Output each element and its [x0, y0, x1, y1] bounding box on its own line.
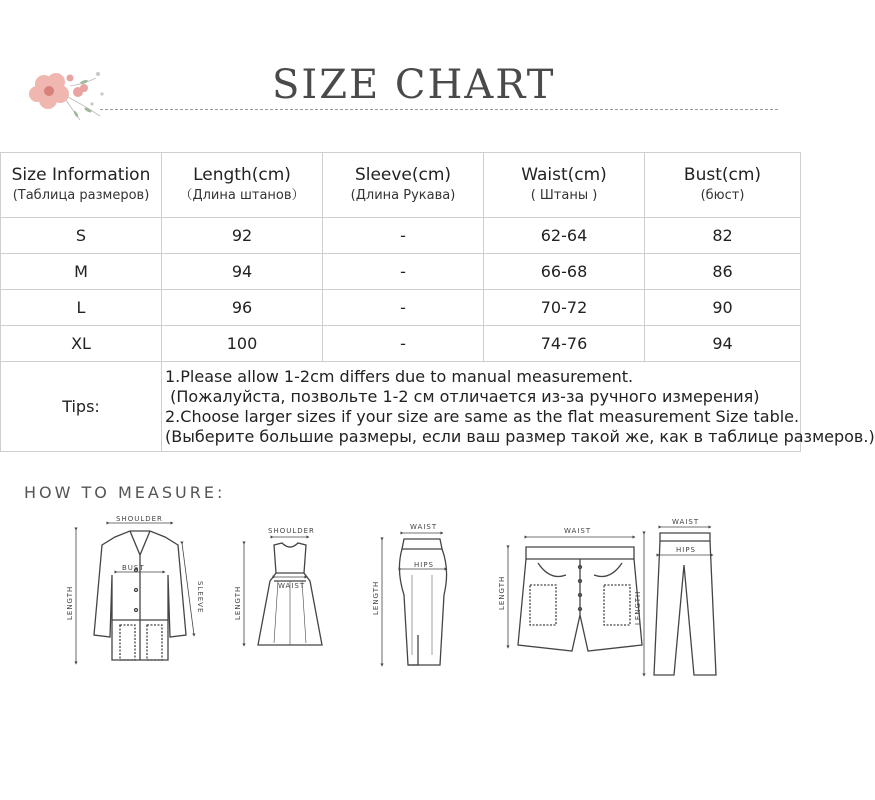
header-cell: Size Information (Таблица размеров) [1, 153, 162, 218]
table-row [1, 254, 801, 290]
bust-cell: 82 [645, 218, 801, 254]
size-table [0, 152, 875, 452]
length-label: LENGTH [498, 575, 506, 610]
sleeve-cell: - [323, 290, 484, 326]
waist-cell: 70-72 [484, 290, 645, 326]
waist-cell: 66-68 [484, 254, 645, 290]
size-cell: S [1, 218, 162, 254]
sleeve-cell: - [323, 254, 484, 290]
bust-cell: 90 [645, 290, 801, 326]
length-label: LENGTH [234, 585, 242, 620]
header-cell: Bust(cm) (бюст) [645, 153, 801, 218]
tips-row [1, 362, 801, 452]
hips-label: HIPS [414, 561, 434, 569]
table-row [1, 326, 801, 362]
header-cell: Length(cm) （Длина штанов） [162, 153, 323, 218]
shoulder-label: SHOULDER [116, 515, 163, 523]
waist-label: WAIST [564, 527, 592, 535]
sleeve-cell: - [323, 326, 484, 362]
measurement-illustrations [60, 515, 780, 695]
header [0, 0, 800, 140]
bust-cell: 94 [645, 326, 801, 362]
length-cell: 92 [162, 218, 323, 254]
length-cell: 94 [162, 254, 323, 290]
tips-text [162, 362, 875, 452]
jacket-icon [76, 523, 194, 663]
shorts-icon [508, 537, 642, 651]
bust-label: BUST [122, 564, 145, 572]
hips-label: HIPS [676, 546, 696, 554]
waist-cell: 62-64 [484, 218, 645, 254]
length-label: LENGTH [372, 580, 380, 615]
sleeve-cell: - [323, 218, 484, 254]
header-cell: Sleeve(cm) (Длина Рукава) [323, 153, 484, 218]
tip-line: (Пожалуйста, позвольте 1-2 см отличается из-за ручного измерения) [165, 386, 760, 406]
size-cell: XL [1, 326, 162, 362]
table-row [1, 290, 801, 326]
length-cell: 100 [162, 326, 323, 362]
tip-line: 1.Please allow 1-2cm differs due to manual measurement. [165, 366, 634, 386]
tip-line: 2.Choose larger sizes if your size are same as the flat measurement Size table. [165, 406, 800, 426]
length-cell: 96 [162, 290, 323, 326]
waist-cell: 74-76 [484, 326, 645, 362]
waist-label: WAIST [410, 523, 438, 531]
title-divider [100, 109, 778, 110]
sleeve-label: SLEEVE [196, 581, 204, 614]
how-to-measure-heading: HOW TO MEASURE: [24, 483, 226, 502]
table-header-row [1, 153, 801, 218]
waist-label: WAIST [672, 518, 700, 526]
tip-line: (Выберите большие размеры, если ваш размер такой же, как в таблице размеров.) [165, 426, 875, 446]
table-row [1, 218, 801, 254]
tips-label: Tips: [1, 362, 162, 452]
shoulder-label: SHOULDER [268, 527, 315, 535]
pencil-skirt-icon [382, 533, 447, 665]
page-title: SIZE CHART [272, 62, 556, 108]
size-cell: M [1, 254, 162, 290]
bust-cell: 86 [645, 254, 801, 290]
flower-decoration-icon [22, 64, 112, 122]
waist-label: WAIST [278, 582, 306, 590]
header-cell: Waist(cm) ( Штаны ) [484, 153, 645, 218]
size-cell: L [1, 290, 162, 326]
dress-icon [244, 537, 322, 645]
length-label: LENGTH [66, 585, 74, 620]
length-label: LENGTH [634, 590, 642, 625]
